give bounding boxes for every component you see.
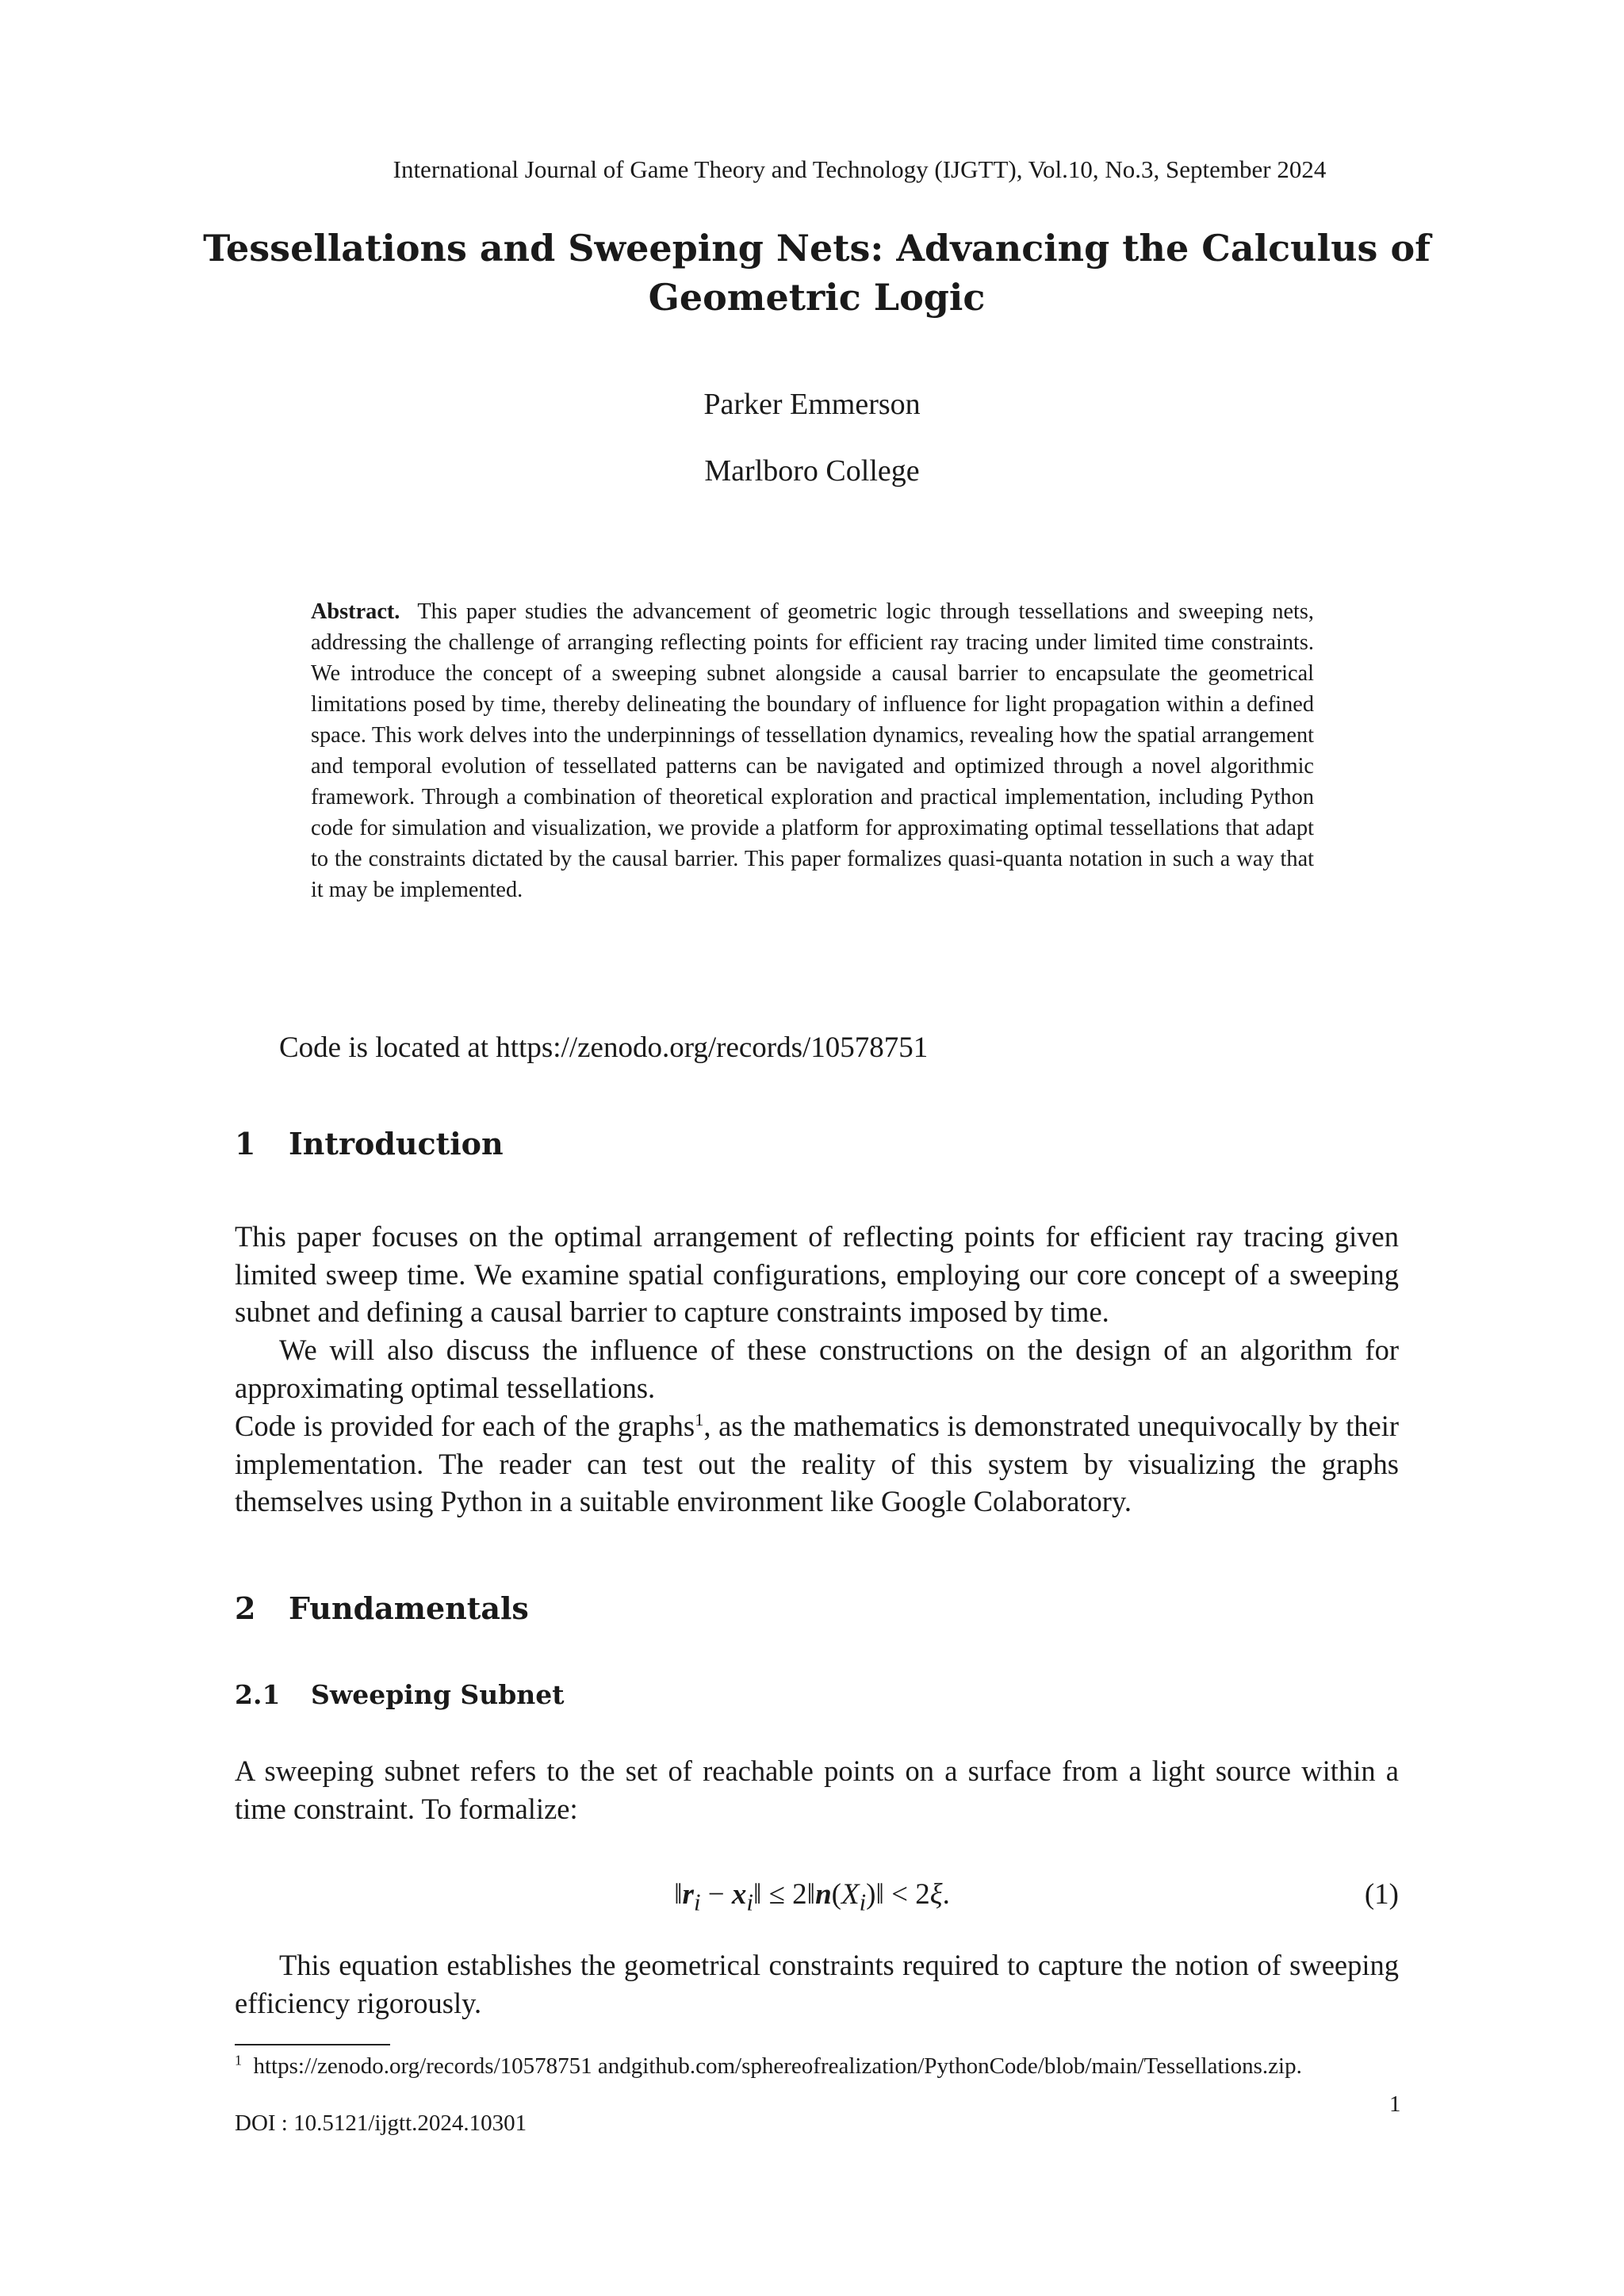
sweeping-subnet-paragraph-1: A sweeping subnet refers to the set of reachable points on a surface from a light source within a time constraint. To formalize: xyxy=(235,1755,1399,1825)
author-name: Parker Emmerson xyxy=(703,388,921,421)
section-title: Fundamentals xyxy=(289,1590,529,1626)
footnote-text: https://zenodo.org/records/10578751 andgithub.com/sphereofrealization/PythonCode/blob/main/Tessellations.zip. xyxy=(253,2053,1302,2079)
equation-number: (1) xyxy=(1364,1878,1399,1911)
abstract-text: This paper studies the advancement of geometric logic through tessellations and sweeping nets, addressing the challenge of arranging reflecting points for efficient ray tracing under limited time constraints. We introduce the concept of a sweeping subnet alongside a causal barrier to encapsulate the geometrical limitations posed by time, thereby delineating the boundary of influence for light propagation within a defined space. This work delves into the underpinnings of tessellation dynamics, revealing how the spatial arrangement and temporal evolution of tessellated patterns can be navigated and optimized through a novel algorithmic framework. Through a combination of theoretical exploration and practical implementation, including Python code for simulation and visualization, we provide a platform for approximating optimal tessellations that adapt to the constraints dictated by the causal barrier. This paper formalizes quasi-quanta notation in such a way that it may be implemented. xyxy=(311,599,1314,902)
doi: DOI : 10.5121/ijgtt.2024.10301 xyxy=(235,2110,527,2136)
page-number: 1 xyxy=(1389,2091,1401,2117)
code-location-note: Code is located at https://zenodo.org/records/10578751 xyxy=(279,1031,929,1064)
intro-p3-after: , as the mathematics is demonstrated unequivocally by their implementation. The reader can test out the reality of this system by visualizing the graphs themselves using Python in a suitable environment like Google Colaboratory. xyxy=(235,1410,1399,1517)
sweeping-subnet-paragraph-2: This equation establishes the geometrical constraints required to capture the notion of sweeping efficiency rigorously. xyxy=(235,1949,1399,2019)
subsection-title: Sweeping Subnet xyxy=(311,1679,565,1710)
footnote-divider xyxy=(235,2044,390,2045)
footnote-mark: 1 xyxy=(235,2052,242,2068)
section-heading-fundamentals xyxy=(235,1590,529,1626)
subsection-heading-sweeping-subnet xyxy=(235,1679,565,1710)
intro-paragraph-1: This paper focuses on the optimal arrangement of reflecting points for efficient ray tracing given limited sweep time. We examine spatial configurations, employing our core concept of a sweeping subnet and defining a causal barrier to capture constraints imposed by time. xyxy=(235,1220,1399,1328)
paper-title: Tessellations and Sweeping Nets: Advancing the Calculus of Geometric Logic xyxy=(203,227,1431,319)
subsection-number: 2.1 xyxy=(235,1679,281,1710)
section-number: 2 xyxy=(235,1590,256,1626)
intro-paragraph-2: We will also discuss the influence of these constructions on the design of an algorithm for approximating optimal tessellations. xyxy=(235,1334,1399,1404)
section-number: 1 xyxy=(235,1126,256,1161)
intro-paragraph-3 xyxy=(235,1407,1399,1521)
abstract-label: Abstract. xyxy=(311,599,400,624)
footnote xyxy=(235,2053,1302,2080)
author-affiliation: Marlboro College xyxy=(704,454,920,488)
section-title: Introduction xyxy=(289,1126,504,1161)
footnote-mark: 1 xyxy=(695,1409,704,1429)
journal-header: International Journal of Game Theory and Technology (IJGTT), Vol.10, No.3, September 2024 xyxy=(393,155,1327,183)
equation-1: $‖r_i$ − $x_i‖$ ≤ $2‖n(X_i)‖ < 2\xi$. xyxy=(674,1878,950,1916)
section-heading-introduction xyxy=(235,1126,504,1161)
intro-p3-before: Code is provided for each of the graphs xyxy=(235,1410,695,1442)
abstract xyxy=(311,596,1314,905)
